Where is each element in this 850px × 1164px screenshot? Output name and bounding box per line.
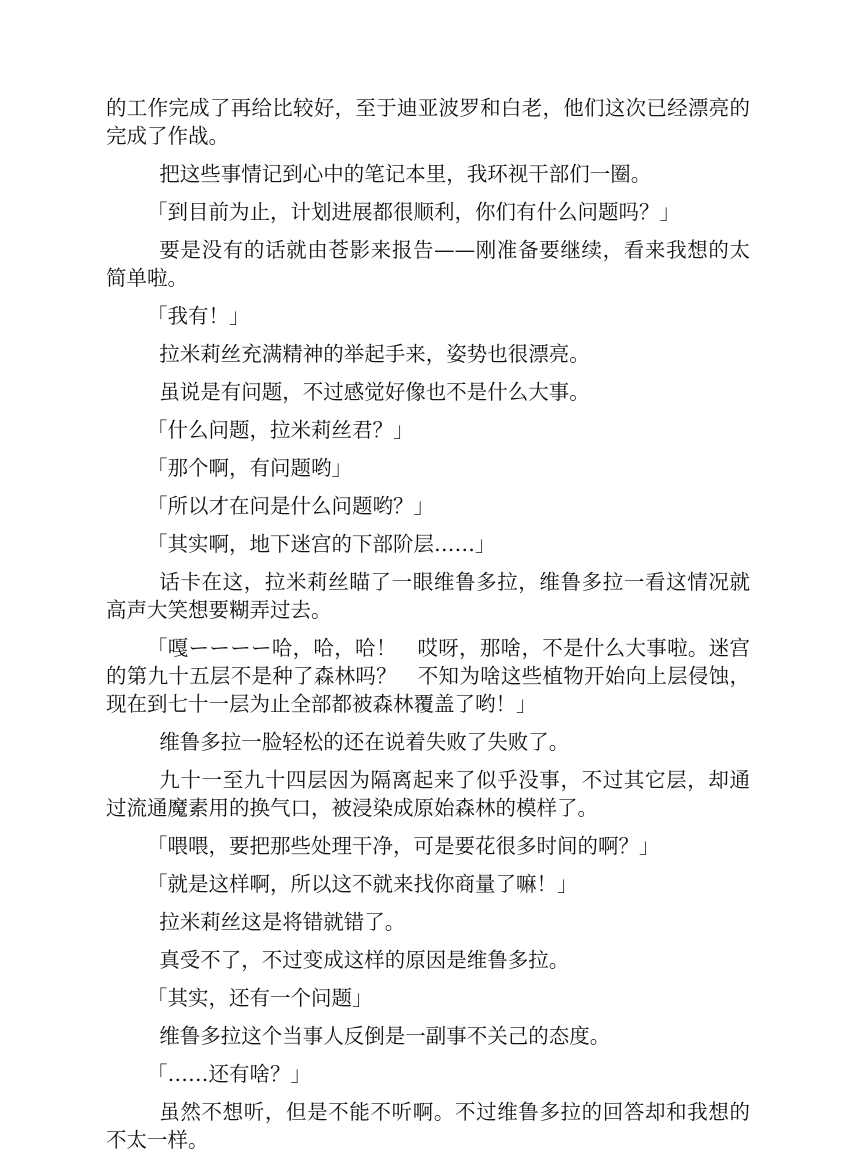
paragraph: 拉米莉丝这是将错就错了。 (159, 910, 406, 934)
paragraph: 把这些事情记到心中的笔记本里，我环视干部们一圈。 (159, 162, 652, 186)
paragraph: 「什么问题，拉米莉丝君？」 (147, 418, 414, 442)
paragraph: 「喂喂，要把那些处理干净，可是要花很多时间的啊？」 (147, 834, 660, 858)
paragraph: 要是没有的话就由苍影来报告——刚准备要继续，看来我想的太简单啦。 (106, 238, 750, 290)
paragraph: 「我有！」 (147, 304, 250, 328)
paragraph: 拉米莉丝充满精神的举起手来，姿势也很漂亮。 (159, 342, 590, 366)
paragraph: 「嘎ーーーー哈，哈，哈！ 哎呀，那啥，不是什么大事啦。迷宫的第九十五层不是种了森林吗？ 不知为啥这些植物开始向上层侵蚀，现在到七十一层为止全部都被森林覆盖了哟！」 (106, 636, 750, 716)
paragraph: 虽说是有问题，不过感觉好像也不是什么大事。 (159, 380, 590, 404)
paragraph: 的工作完成了再给比较好，至于迪亚波罗和白老，他们这次已经漂亮的完成了作战。 (106, 96, 750, 148)
paragraph: 「其实啊，地下迷宫的下部阶层……」 (147, 532, 496, 556)
paragraph: 「所以才在问是什么问题哟？」 (147, 494, 434, 518)
paragraph: 维鲁多拉这个当事人反倒是一副事不关己的态度。 (159, 1024, 611, 1048)
paragraph: 九十一至九十四层因为隔离起来了似乎没事，不过其它层，却通过流通魔素用的换气口，被浸染成原始森林的模样了。 (106, 768, 750, 820)
paragraph: 「就是这样啊，所以这不就来找你商量了嘛！」 (147, 872, 578, 896)
paragraph: 话卡在这，拉米莉丝瞄了一眼维鲁多拉，维鲁多拉一看这情况就高声大笑想要糊弄过去。 (106, 570, 750, 622)
paragraph: 维鲁多拉一脸轻松的还在说着失败了失败了。 (159, 730, 570, 754)
paragraph: 「那个啊，有问题哟」 (147, 456, 352, 480)
paragraph: 「其实，还有一个问题」 (147, 986, 373, 1010)
paragraph: 「到目前为止，计划进展都很顺利，你们有什么问题吗？」 (147, 200, 680, 224)
document-page (106, 94, 750, 1164)
paragraph: 「……还有啥？」 (147, 1062, 311, 1086)
paragraph: 真受不了，不过变成这样的原因是维鲁多拉。 (159, 948, 570, 972)
paragraph: 虽然不想听，但是不能不听啊。不过维鲁多拉的回答却和我想的不太一样。 (106, 1100, 750, 1152)
